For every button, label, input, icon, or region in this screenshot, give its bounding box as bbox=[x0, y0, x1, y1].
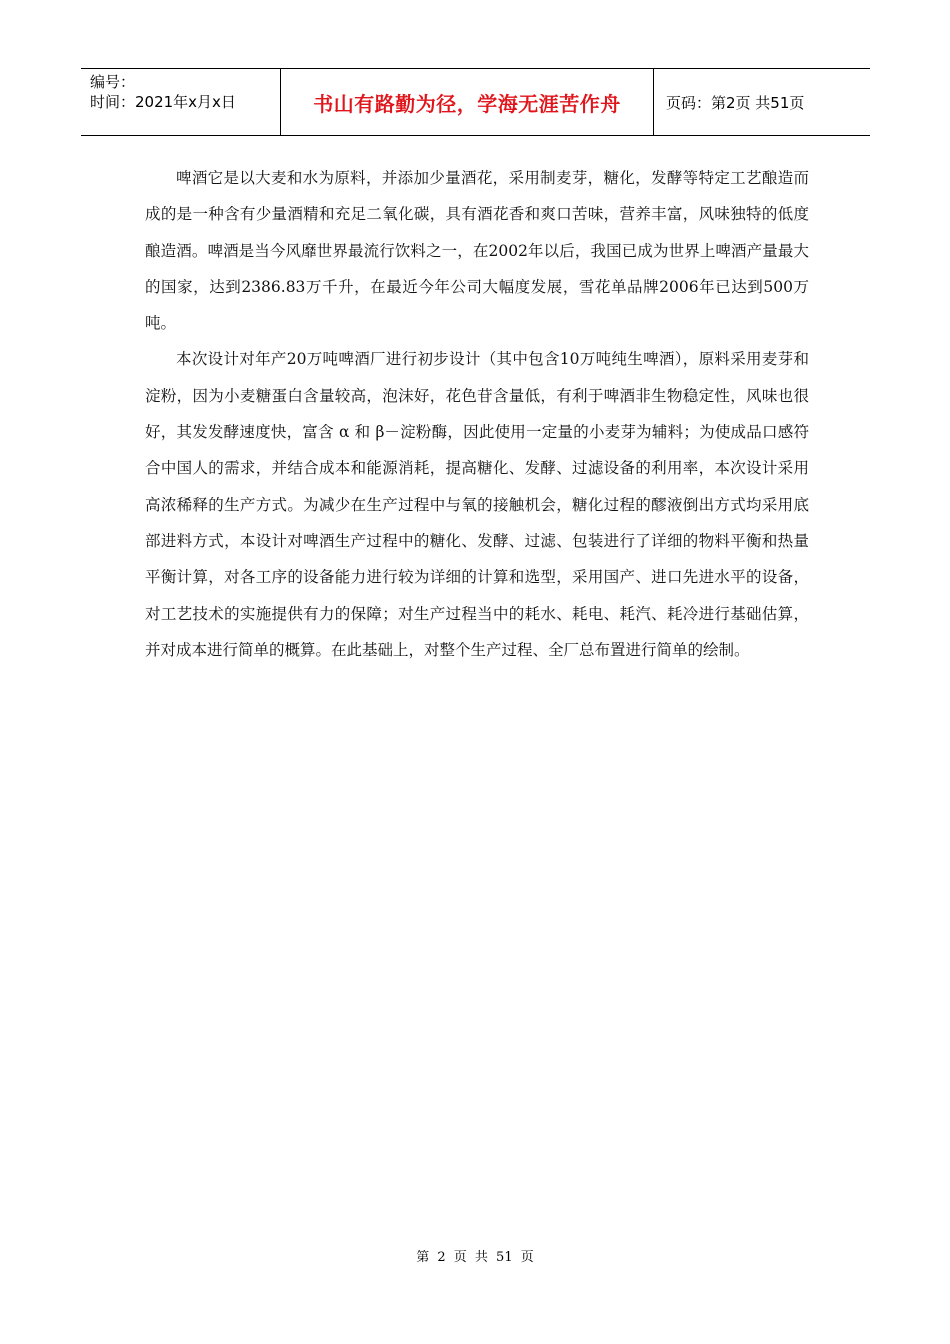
header-motto: 书山有路勤为径，学海无涯苦作舟 bbox=[313, 91, 621, 116]
header-page-cell bbox=[654, 69, 870, 135]
body-text bbox=[145, 160, 809, 668]
paragraph-design-summary: 本次设计对年产20万吨啤酒厂进行初步设计（其中包含10万吨纯生啤酒），原料采用麦芽和淀粉，因为小麦糖蛋白含量较高，泡沫好，花色苷含量低，有利于啤酒非生物稳定性，风味也很好，其发发酵速度快，富含 α 和 β－淀粉酶，因此使用一定量的小麦芽为辅料；为使成品口感符合中国人的需求，并结合成本和能源消耗，提高糖化、发酵、过滤设备的利用率，本次设计采用高浓稀释的生产方式。为减少在生产过程中与氧的接触机会，糖化过程的醪液倒出方式均采用底部进料方式，本设计对啤酒生产过程中的糖化、发酵、过滤、包装进行了详细的物料平衡和热量平衡计算，对各工序的设备能力进行较为详细的计算和选型，采用国产、进口先进水平的设备，对工艺技术的实施提供有力的保障；对生产过程当中的耗水、耗电、耗汽、耗冷进行基础估算，并对成本进行简单的概算。在此基础上，对整个生产过程、全厂总布置进行简单的绘制。 bbox=[145, 350, 809, 659]
header-motto-cell bbox=[281, 69, 654, 135]
page-footer: 第 2 页 共 51 页 bbox=[416, 1250, 534, 1265]
header-meta-cell bbox=[81, 69, 281, 135]
paragraph-beer-intro: 啤酒它是以大麦和水为原料，并添加少量酒花，采用制麦芽，糖化，发酵等特定工艺酿造而成的是一种含有少量酒精和充足二氧化碳，具有酒花香和爽口苦味，营养丰富，风味独特的低度酿造酒。啤酒是当今风靡世界最流行饮料之一，在2002年以后，我国已成为世界上啤酒产量最大的国家，达到2386.83万千升，在最近今年公司大幅度发展，雪花单品牌2006年已达到500万吨。 bbox=[145, 169, 809, 333]
document-date-label: 时间：2021年x月x日 bbox=[90, 93, 236, 111]
header-page-info: 页码：第2页 共51页 bbox=[666, 93, 805, 112]
document-number-label: 编号： bbox=[90, 73, 136, 91]
page-header bbox=[81, 68, 870, 136]
